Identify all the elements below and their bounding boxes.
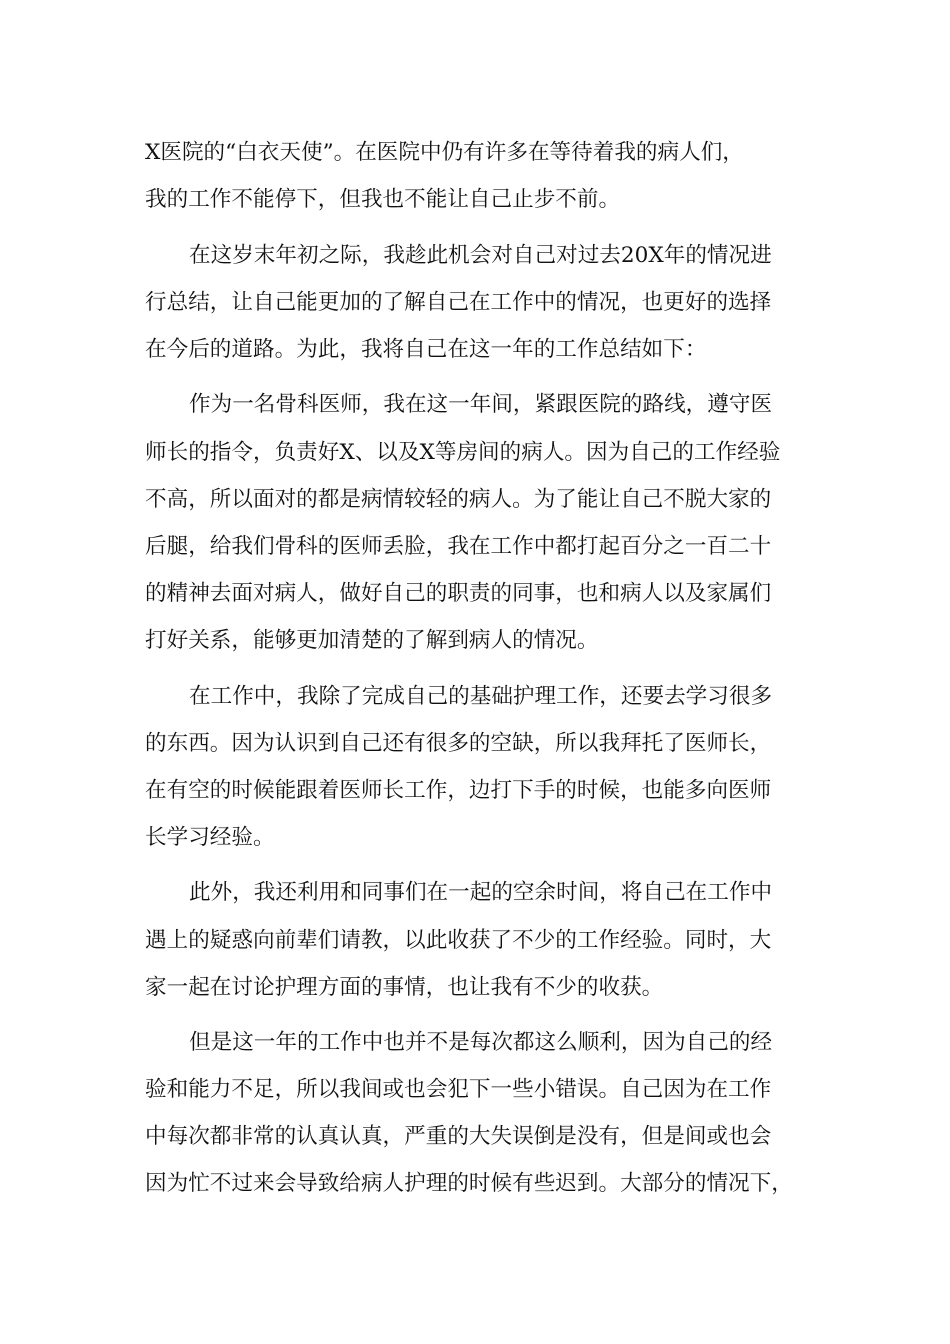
text-line: 遇上的疑惑向前辈们请教，以此收获了不少的工作经验。同时，大 [145,927,772,953]
text-line: 打好关系，能够更加清楚的了解到病人的情况。 [145,627,599,653]
text-line: 家一起在讨论护理方面的事情，也让我有不少的收获。 [145,974,664,1000]
text-line: 的精神去面对病人，做好自己的职责的同事，也和病人以及家属们 [145,580,772,606]
paragraph-first-line: 作为一名骨科医师，我在这一年间，紧跟医院的路线，遵守医 [189,392,773,418]
text-line: 后腿，给我们骨科的医师丢脸，我在工作中都打起百分之一百二十 [145,533,772,559]
text-line: 师长的指令，负责好X、以及X等房间的病人。因为自己的工作经验 [145,439,781,465]
document-body [145,129,825,1208]
text-line: 我的工作不能停下，但我也不能让自己止步不前。 [145,187,621,213]
text-line: 在今后的道路。为此，我将自己在这一年的工作总结如下： [145,336,707,362]
text-line: 因为忙不过来会导致给病人护理的时候有些迟到。大部分的情况下， [145,1171,793,1197]
text-line: 在有空的时候能跟着医师长工作，边打下手的时候，也能多向医师 [145,777,772,803]
text-line: X医院的“白衣天使”。在医院中仍有许多在等待着我的病人们， [145,140,744,165]
text-line: 的东西。因为认识到自己还有很多的空缺，所以我拜托了医师长， [145,730,772,756]
text-line: 中每次都非常的认真认真，严重的大失误倒是没有，但是间或也会 [145,1124,772,1150]
text-line: 行总结，让自己能更加的了解自己在工作中的情况，也更好的选择 [145,289,772,315]
paragraph-first-line: 在工作中，我除了完成自己的基础护理工作，还要去学习很多 [189,683,773,709]
text-line: 不高，所以面对的都是病情较轻的病人。为了能让自己不脱大家的 [145,486,772,512]
paragraph-first-line: 在这岁末年初之际，我趁此机会对自己对过去20X年的情况进 [189,242,772,268]
text-line: 验和能力不足，所以我间或也会犯下一些小错误。自己因为在工作 [145,1077,772,1103]
paragraph-first-line: 但是这一年的工作中也并不是每次都这么顺利，因为自己的经 [189,1030,773,1056]
text-line: 长学习经验。 [145,824,275,850]
paragraph-first-line: 此外，我还利用和同事们在一起的空余时间，将自己在工作中 [189,880,773,906]
